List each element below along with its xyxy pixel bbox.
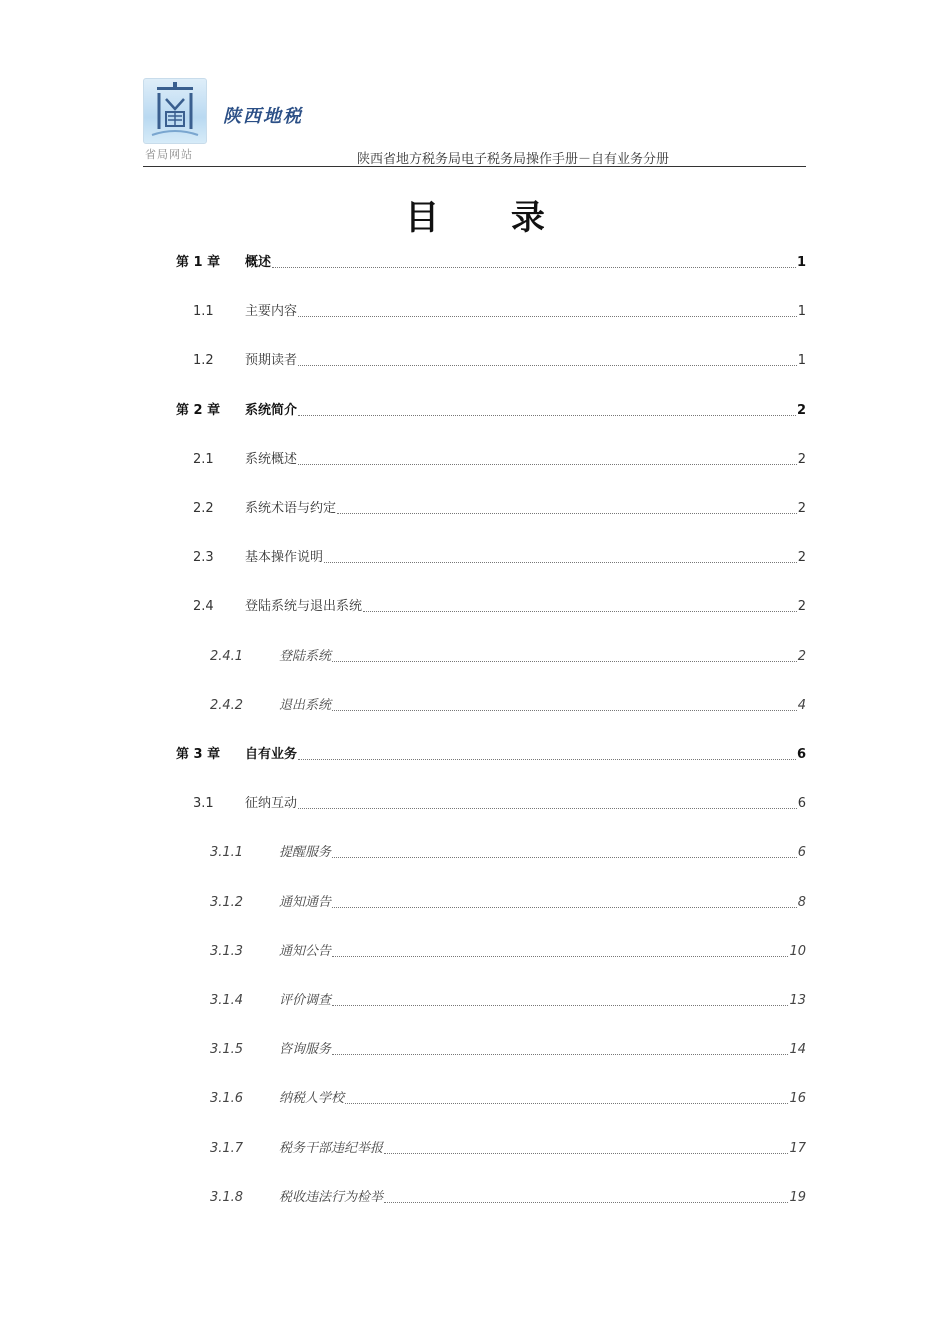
toc-entry-number: 3.1 bbox=[193, 796, 214, 812]
document-header-title: 陕西省地方税务局电子税务局操作手册－自有业务分册 bbox=[356, 152, 669, 167]
toc-dot-leader bbox=[332, 661, 797, 662]
toc-entry-page: 6 bbox=[796, 747, 806, 762]
toc-dot-leader bbox=[298, 759, 796, 760]
toc-dot-leader bbox=[298, 365, 797, 366]
toc-entry-page: 1 bbox=[796, 255, 806, 270]
toc-entry-number: 2.4.1 bbox=[210, 648, 244, 664]
toc-entry-number: 3.1.3 bbox=[210, 943, 244, 959]
toc-entry-number: 3.1.2 bbox=[210, 894, 244, 910]
toc-entry-number: 第 1 章 bbox=[176, 255, 221, 270]
toc-entry-title: 基本操作说明 bbox=[245, 550, 324, 566]
toc-entry[interactable] bbox=[193, 548, 806, 568]
toc-dot-leader bbox=[324, 562, 797, 563]
logo-brand-text: 陕西地税 bbox=[223, 106, 303, 127]
toc-dot-leader bbox=[384, 1153, 788, 1154]
toc-entry-number: 3.1.7 bbox=[210, 1140, 244, 1156]
toc-dot-leader bbox=[337, 513, 797, 514]
toc-entry-title: 系统概述 bbox=[245, 451, 298, 467]
toc-entry-page: 16 bbox=[789, 1091, 806, 1107]
logo-emblem-icon bbox=[143, 78, 207, 144]
toc-dot-leader bbox=[332, 1054, 788, 1055]
header-divider bbox=[143, 166, 806, 167]
toc-entry[interactable] bbox=[210, 991, 806, 1011]
toc-entry-page: 19 bbox=[789, 1189, 806, 1205]
toc-entry-number: 2.4.2 bbox=[210, 697, 244, 713]
toc-entry-page: 2 bbox=[797, 599, 806, 615]
toc-entry[interactable] bbox=[210, 942, 806, 962]
toc-entry[interactable] bbox=[193, 450, 806, 470]
site-logo bbox=[143, 78, 323, 164]
toc-dot-leader bbox=[298, 415, 796, 416]
toc-entry-page: 6 bbox=[797, 845, 806, 861]
toc-entry-page: 2 bbox=[797, 550, 806, 566]
toc-entry-page: 1 bbox=[797, 304, 806, 320]
toc-entry-page: 6 bbox=[797, 796, 806, 812]
toc-dot-leader bbox=[298, 316, 797, 317]
toc-entry-title: 税务干部违纪举报 bbox=[279, 1140, 384, 1156]
toc-entry-page: 2 bbox=[796, 402, 806, 418]
toc-entry-number: 2.1 bbox=[193, 451, 214, 467]
toc-entry-number: 第 3 章 bbox=[176, 747, 221, 762]
toc-dot-leader bbox=[298, 464, 797, 465]
toc-heading: 目 录 bbox=[405, 198, 575, 238]
toc-entry-title: 主要内容 bbox=[245, 304, 298, 320]
toc-entry-title: 系统简介 bbox=[245, 402, 298, 418]
toc-entry-number: 2.3 bbox=[193, 550, 214, 566]
toc-entry-page: 10 bbox=[789, 943, 806, 959]
toc-entry-title: 征纳互动 bbox=[245, 796, 298, 812]
toc-dot-leader bbox=[298, 808, 797, 809]
toc-entry-page: 1 bbox=[797, 353, 806, 369]
toc-dot-leader bbox=[332, 907, 797, 908]
toc-entry-page: 2 bbox=[797, 451, 806, 467]
toc-entry[interactable] bbox=[210, 1139, 806, 1159]
toc-entry[interactable] bbox=[210, 893, 806, 913]
toc-entry-title: 系统术语与约定 bbox=[245, 501, 337, 516]
toc-entry-number: 3.1.6 bbox=[210, 1091, 244, 1107]
toc-entry-number: 3.1.1 bbox=[210, 845, 244, 861]
toc-entry[interactable] bbox=[210, 647, 806, 667]
toc-entry[interactable] bbox=[193, 351, 806, 371]
toc-dot-leader bbox=[332, 710, 797, 711]
toc-entry-title: 评价调查 bbox=[279, 993, 332, 1008]
toc-entry[interactable] bbox=[210, 1188, 806, 1208]
toc-entry[interactable] bbox=[193, 499, 806, 519]
toc-entry[interactable] bbox=[210, 696, 806, 716]
toc-entry-number: 第 2 章 bbox=[176, 402, 221, 418]
toc-dot-leader bbox=[272, 267, 796, 268]
toc-dot-leader bbox=[332, 956, 788, 957]
toc-entry[interactable] bbox=[210, 1089, 806, 1109]
toc-entry-number: 3.1.4 bbox=[210, 993, 244, 1008]
toc-entry[interactable] bbox=[193, 794, 806, 814]
toc-entry-title: 税收违法行为检举 bbox=[279, 1189, 384, 1205]
toc-entry[interactable] bbox=[176, 745, 806, 765]
toc-entry-number: 1.2 bbox=[193, 353, 214, 369]
toc-entry-number: 3.1.5 bbox=[210, 1042, 244, 1058]
toc-dot-leader bbox=[384, 1202, 788, 1203]
toc-entry-page: 17 bbox=[789, 1140, 806, 1156]
toc-dot-leader bbox=[332, 1005, 788, 1006]
toc-entry-page: 8 bbox=[797, 894, 806, 910]
toc-entry-title: 纳税人学校 bbox=[279, 1091, 345, 1107]
toc-dot-leader bbox=[363, 611, 797, 612]
logo-site-text: 省局网站 bbox=[145, 148, 193, 161]
toc-entry[interactable] bbox=[193, 597, 806, 617]
toc-entry-title: 预期读者 bbox=[245, 353, 298, 369]
toc-dot-leader bbox=[345, 1103, 788, 1104]
toc-entry-title: 通知通告 bbox=[279, 894, 332, 910]
toc-entry-number: 3.1.8 bbox=[210, 1189, 244, 1205]
toc-entry-page: 2 bbox=[797, 501, 806, 516]
toc-entry-title: 提醒服务 bbox=[279, 845, 332, 861]
toc-entry[interactable] bbox=[176, 253, 806, 273]
toc-entry[interactable] bbox=[193, 302, 806, 322]
toc-entry-title: 概述 bbox=[245, 255, 272, 270]
toc-entry[interactable] bbox=[210, 843, 806, 863]
toc-entry-title: 通知公告 bbox=[279, 943, 332, 959]
toc-entry-number: 1.1 bbox=[193, 304, 214, 320]
toc-entry-title: 自有业务 bbox=[245, 747, 298, 762]
toc-entry-page: 2 bbox=[797, 648, 806, 664]
toc-entry-title: 登陆系统与退出系统 bbox=[245, 599, 363, 615]
toc-dot-leader bbox=[332, 857, 797, 858]
toc-entry-title: 退出系统 bbox=[279, 697, 332, 713]
toc-entry-number: 2.2 bbox=[193, 501, 214, 516]
toc-entry[interactable] bbox=[176, 401, 806, 421]
toc-entry-title: 登陆系统 bbox=[279, 648, 332, 664]
toc-entry-number: 2.4 bbox=[193, 599, 214, 615]
toc-entry-page: 14 bbox=[789, 1042, 806, 1058]
toc-entry-page: 4 bbox=[797, 697, 806, 713]
toc-entry-title: 咨询服务 bbox=[279, 1042, 332, 1058]
toc-entry[interactable] bbox=[210, 1040, 806, 1060]
toc-entry-page: 13 bbox=[789, 993, 806, 1008]
